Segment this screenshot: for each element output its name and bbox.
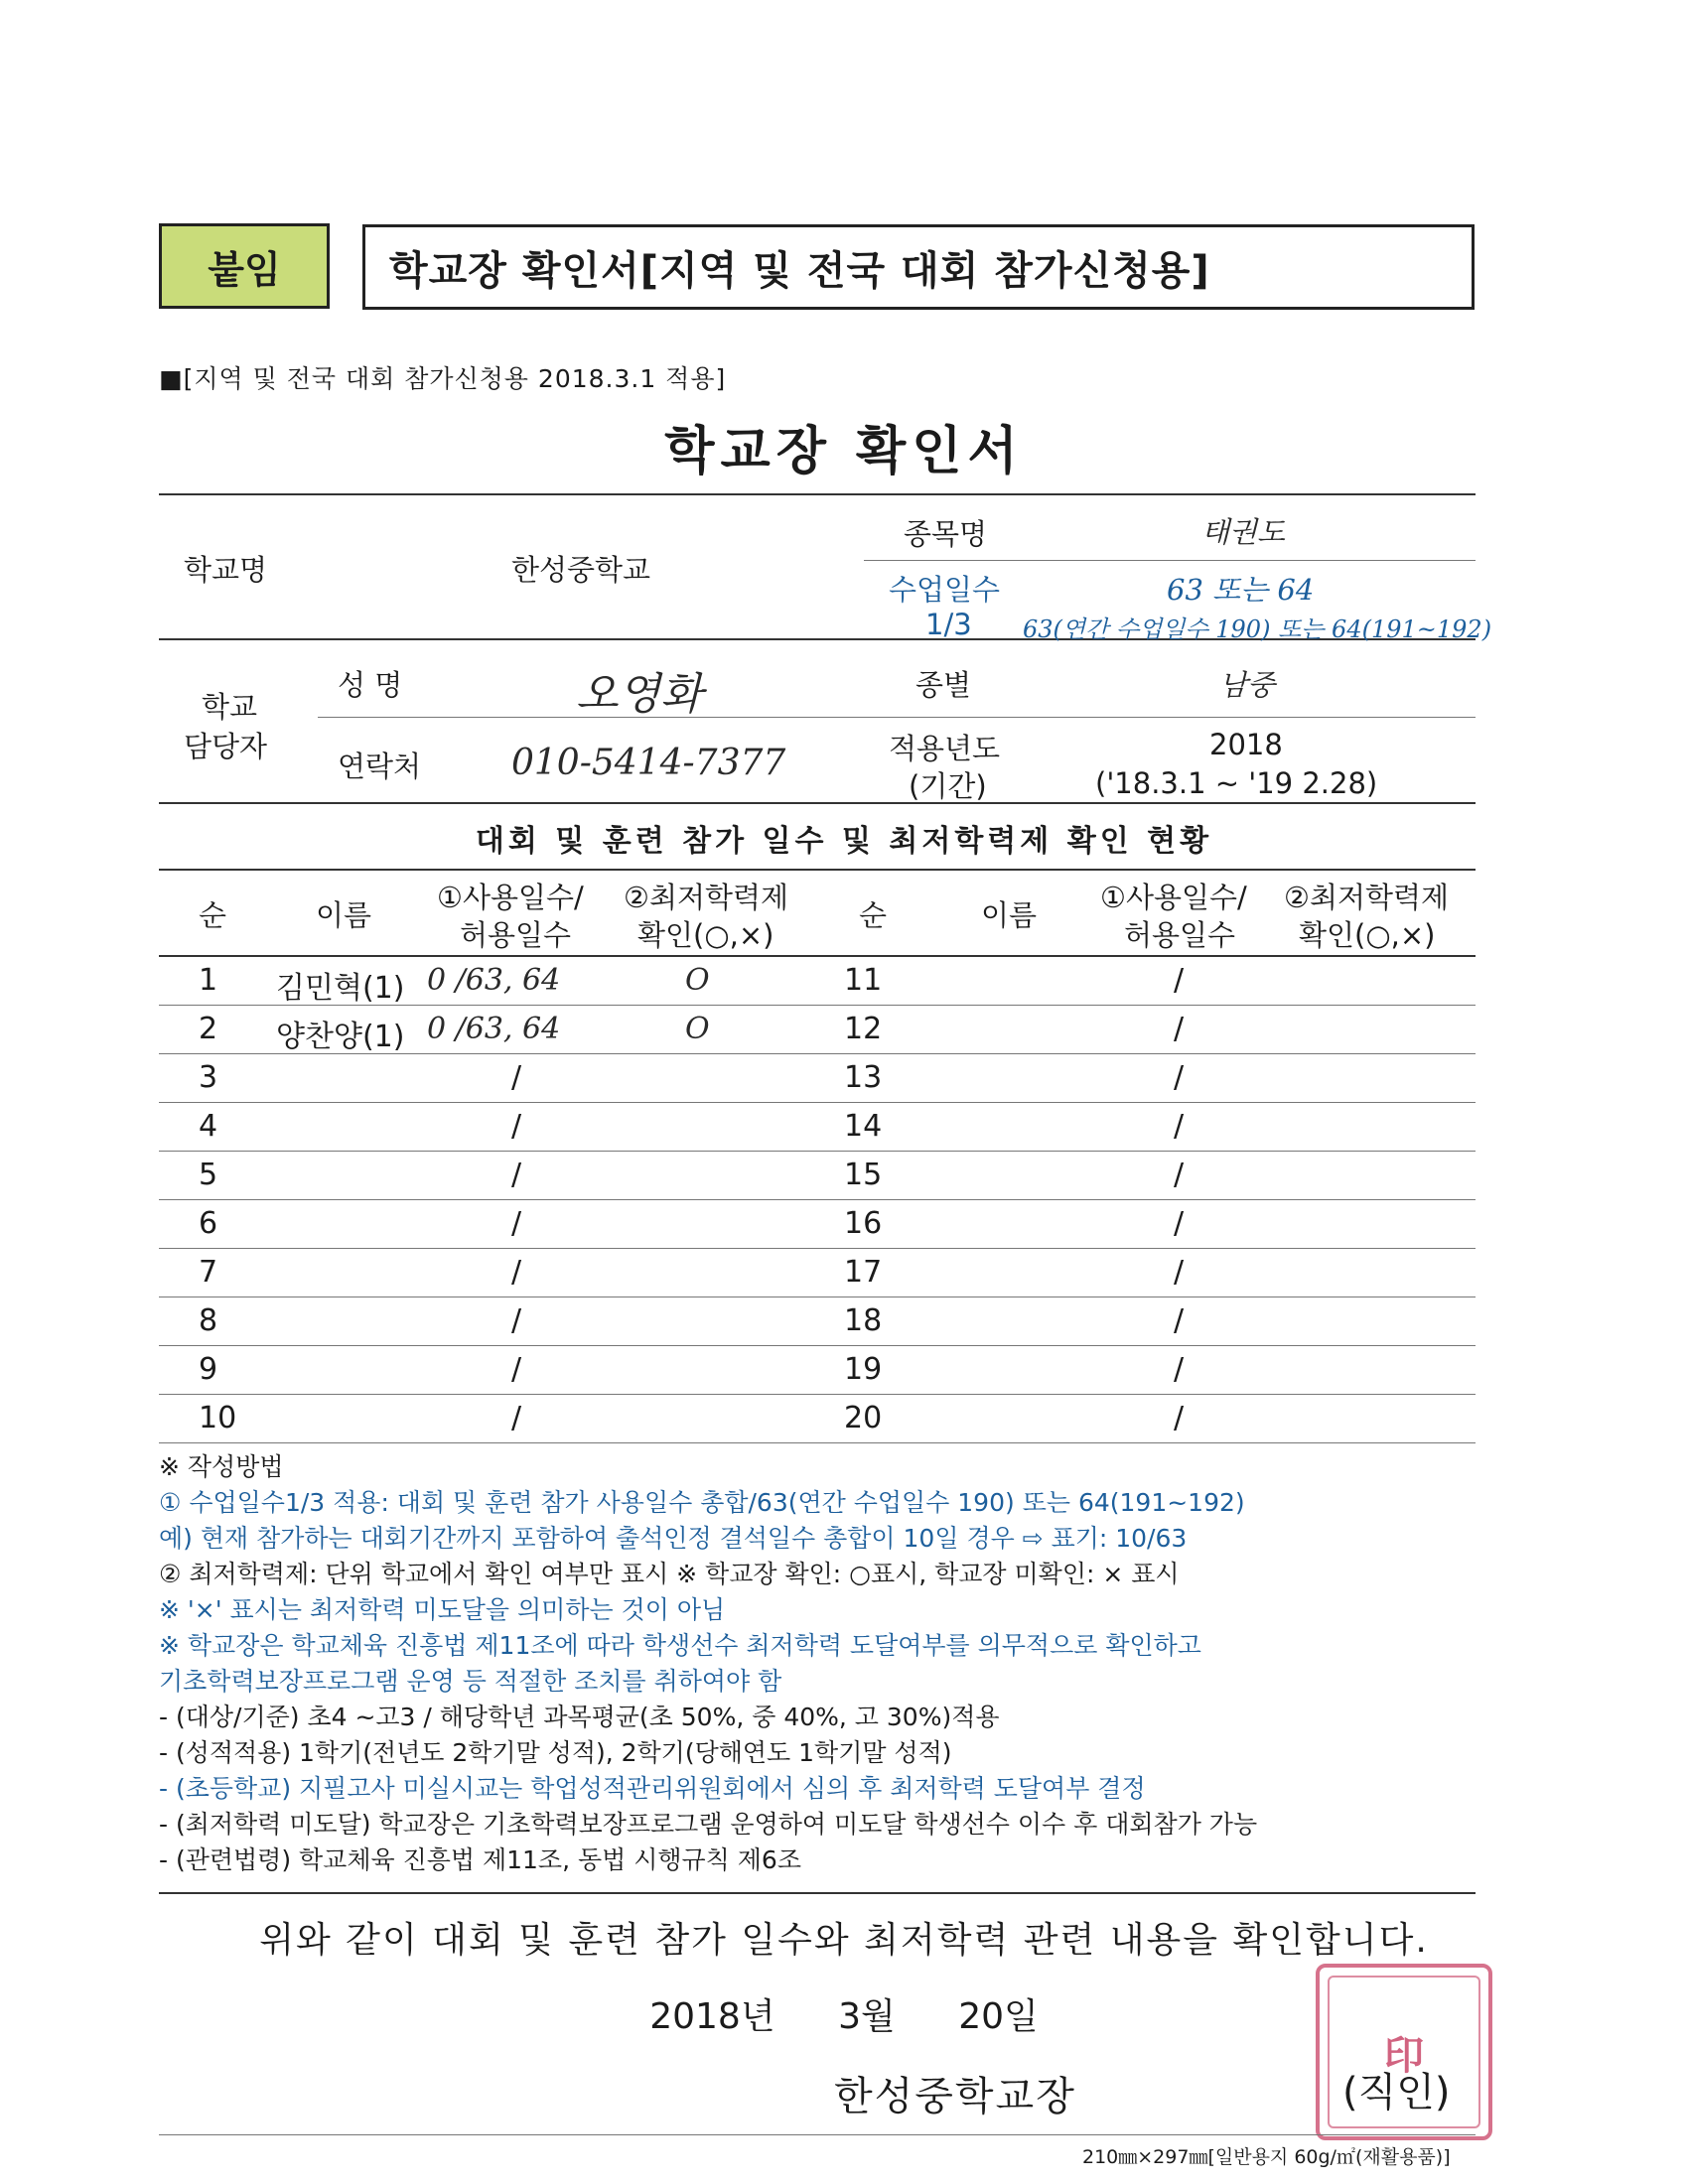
sport-value: 태권도 bbox=[1201, 515, 1286, 549]
left-row-no: 4 bbox=[199, 1109, 218, 1144]
document-title: 학교장 확인서[지역 및 전국 대회 참가신청용] bbox=[389, 247, 1210, 294]
right-row-no: 13 bbox=[844, 1060, 883, 1095]
left-row-no: 10 bbox=[199, 1401, 237, 1435]
note-line: - (초등학교) 지필고사 미실시교는 학업성적관리위원회에서 심의 후 최저학력 도달여부 결정 bbox=[159, 1774, 1146, 1803]
year-label-1: 적용년도 bbox=[889, 732, 1001, 765]
left-row-days: / bbox=[511, 1109, 522, 1144]
header-no-right: 순 bbox=[859, 898, 888, 932]
left-row-check: O bbox=[685, 1012, 710, 1046]
left-row-days: 0 /63, 64 bbox=[427, 963, 561, 998]
left-row-days: / bbox=[511, 1352, 522, 1387]
left-row-no: 5 bbox=[199, 1158, 218, 1192]
class-days-label: 수업일수 bbox=[889, 573, 1001, 607]
table-row bbox=[159, 1152, 1476, 1200]
right-row-no: 11 bbox=[844, 963, 883, 998]
school-name-label: 학교명 bbox=[184, 553, 268, 587]
right-row-no: 12 bbox=[844, 1012, 883, 1046]
table-row bbox=[159, 1103, 1476, 1152]
right-row-no: 14 bbox=[844, 1109, 883, 1144]
section-title: 대회 및 훈련 참가 일수 및 최저학력제 확인 현황 bbox=[475, 824, 1213, 859]
right-row-days: / bbox=[1174, 1401, 1185, 1435]
note-line: ② 최저학력제: 단위 학교에서 확인 여부만 표시 ※ 학교장 확인: ○표시, 학교장 미확인: × 표시 bbox=[159, 1560, 1180, 1588]
note-line: - (대상/기준) 초4 ~고3 / 해당학년 과목평균(초 50%, 중 40%, 고 30%)적용 bbox=[159, 1703, 1000, 1731]
right-row-no: 20 bbox=[844, 1401, 883, 1435]
right-row-days: / bbox=[1174, 963, 1185, 998]
note-line: ① 수업일수1/3 적용: 대회 및 훈련 참가 사용일수 총합/63(연간 수업일수 190) 또는 64(191~192) bbox=[159, 1488, 1245, 1517]
left-row-name: 양찬양(1) bbox=[276, 1020, 405, 1054]
right-row-no: 16 bbox=[844, 1206, 883, 1241]
left-row-no: 6 bbox=[199, 1206, 218, 1241]
right-row-days: / bbox=[1174, 1012, 1185, 1046]
note-line: 기초학력보장프로그램 운영 등 적절한 조치를 취하여야 함 bbox=[159, 1667, 782, 1696]
attachment-badge: 붙임 bbox=[159, 223, 330, 309]
header-name-left: 이름 bbox=[316, 898, 372, 932]
left-row-days: / bbox=[511, 1206, 522, 1241]
left-row-no: 9 bbox=[199, 1352, 218, 1387]
header-days-left-2: 허용일수 bbox=[460, 918, 572, 952]
right-row-days: / bbox=[1174, 1109, 1185, 1144]
school-name-value: 한성중학교 bbox=[511, 553, 651, 587]
right-row-days: / bbox=[1174, 1060, 1185, 1095]
category-value: 남중 bbox=[1219, 668, 1276, 702]
header-days-right-1: ①사용일수/ bbox=[1100, 881, 1247, 914]
right-row-days: / bbox=[1174, 1158, 1185, 1192]
table-row bbox=[159, 1249, 1476, 1297]
left-row-days: / bbox=[511, 1060, 522, 1095]
contact-value: 010-5414-7377 bbox=[511, 743, 786, 783]
left-row-name: 김민혁(1) bbox=[276, 971, 405, 1006]
one-third-value: 63(연간 수업일수 190) 또는 64(191~192) bbox=[1023, 615, 1492, 643]
sport-label: 종목명 bbox=[904, 517, 988, 551]
left-row-no: 2 bbox=[199, 1012, 218, 1046]
header-check-left-1: ②최저학력제 bbox=[624, 881, 789, 914]
category-label: 종별 bbox=[915, 668, 972, 702]
right-row-no: 17 bbox=[844, 1255, 883, 1290]
class-days-value: 63 또는 64 bbox=[1167, 573, 1315, 607]
one-third-label: 1/3 bbox=[925, 608, 972, 641]
date-day: 20일 bbox=[958, 1996, 1039, 2037]
left-row-no: 7 bbox=[199, 1255, 218, 1290]
left-row-no: 1 bbox=[199, 963, 218, 998]
right-row-no: 19 bbox=[844, 1352, 883, 1387]
right-row-no: 15 bbox=[844, 1158, 883, 1192]
left-row-days: 0 /63, 64 bbox=[427, 1012, 561, 1046]
left-row-days: / bbox=[511, 1401, 522, 1435]
official-seal-stamp: 印 bbox=[1316, 1964, 1492, 2140]
header-check-left-2: 확인(○,×) bbox=[637, 918, 774, 952]
left-row-check: O bbox=[685, 963, 710, 998]
table-row bbox=[159, 1200, 1476, 1249]
header-days-left-1: ①사용일수/ bbox=[437, 881, 584, 914]
right-row-days: / bbox=[1174, 1255, 1185, 1290]
note-line: - (성적적용) 1학기(전년도 2학기말 성적), 2학기(당해연도 1학기말 성적) bbox=[159, 1738, 952, 1767]
date-year: 2018년 bbox=[649, 1996, 775, 2037]
principal-title: 한성중학교장 bbox=[834, 2074, 1076, 2119]
header-days-right-2: 허용일수 bbox=[1124, 918, 1236, 952]
table-row bbox=[159, 1297, 1476, 1346]
table-row bbox=[159, 1054, 1476, 1103]
name-label: 성 명 bbox=[338, 668, 403, 702]
document-title-box bbox=[362, 224, 1475, 310]
table-row bbox=[159, 1395, 1476, 1443]
table-row bbox=[159, 1346, 1476, 1395]
manager-label-1: 학교 bbox=[202, 690, 258, 724]
applied-note: ■[지역 및 전국 대회 참가신청용 2018.3.1 적용] bbox=[159, 364, 727, 393]
right-row-days: / bbox=[1174, 1352, 1185, 1387]
right-row-days: / bbox=[1174, 1303, 1185, 1338]
note-line: ※ '×' 표시는 최저학력 미도달을 의미하는 것이 아님 bbox=[159, 1595, 726, 1624]
left-row-no: 3 bbox=[199, 1060, 218, 1095]
paper-spec-footer: 210㎜×297㎜[일반용지 60g/㎡(재활용품)] bbox=[1082, 2146, 1451, 2168]
left-row-days: / bbox=[511, 1158, 522, 1192]
main-title: 학교장 확인서 bbox=[664, 422, 1024, 481]
header-name-right: 이름 bbox=[981, 898, 1038, 932]
table-row bbox=[159, 1006, 1476, 1054]
contact-label: 연락처 bbox=[338, 750, 422, 783]
header-check-right-1: ②최저학력제 bbox=[1284, 881, 1450, 914]
year-label-2: (기간) bbox=[909, 769, 987, 803]
manager-label-2: 담당자 bbox=[184, 730, 268, 763]
writing-instructions bbox=[159, 1449, 1489, 1878]
left-row-no: 8 bbox=[199, 1303, 218, 1338]
seal-label: (직인) bbox=[1342, 2070, 1451, 2116]
note-line: - (최저학력 미도달) 학교장은 기초학력보장프로그램 운영하여 미도달 학생선수 이수 후 대회참가 가능 bbox=[159, 1810, 1258, 1839]
note-line: 예) 현재 참가하는 대회기간까지 포함하여 출석인정 결석일수 총합이 10일 경우 ⇨ 표기: 10/63 bbox=[159, 1524, 1188, 1553]
right-row-no: 18 bbox=[844, 1303, 883, 1338]
confirmation-statement: 위와 같이 대회 및 훈련 참가 일수와 최저학력 관련 내용을 확인합니다. bbox=[259, 1920, 1429, 1961]
left-row-days: / bbox=[511, 1255, 522, 1290]
date-month: 3월 bbox=[838, 1996, 896, 2037]
table-row bbox=[159, 957, 1476, 1006]
year-value: 2018 bbox=[1209, 728, 1283, 761]
left-row-days: / bbox=[511, 1303, 522, 1338]
note-line: - (관련법령) 학교체육 진흥법 제11조, 동법 시행규칙 제6조 bbox=[159, 1845, 801, 1874]
period-value: ('18.3.1 ~ '19 2.28) bbox=[1095, 766, 1378, 800]
header-no-left: 순 bbox=[199, 898, 227, 932]
manager-name-signature: 오영화 bbox=[576, 669, 703, 720]
note-line: ※ 학교장은 학교체육 진흥법 제11조에 따라 학생선수 최저학력 도달여부를 의무적으로 확인하고 bbox=[159, 1631, 1201, 1660]
notes-heading: ※ 작성방법 bbox=[159, 1452, 284, 1481]
header-check-right-2: 확인(○,×) bbox=[1299, 918, 1436, 952]
right-row-days: / bbox=[1174, 1206, 1185, 1241]
